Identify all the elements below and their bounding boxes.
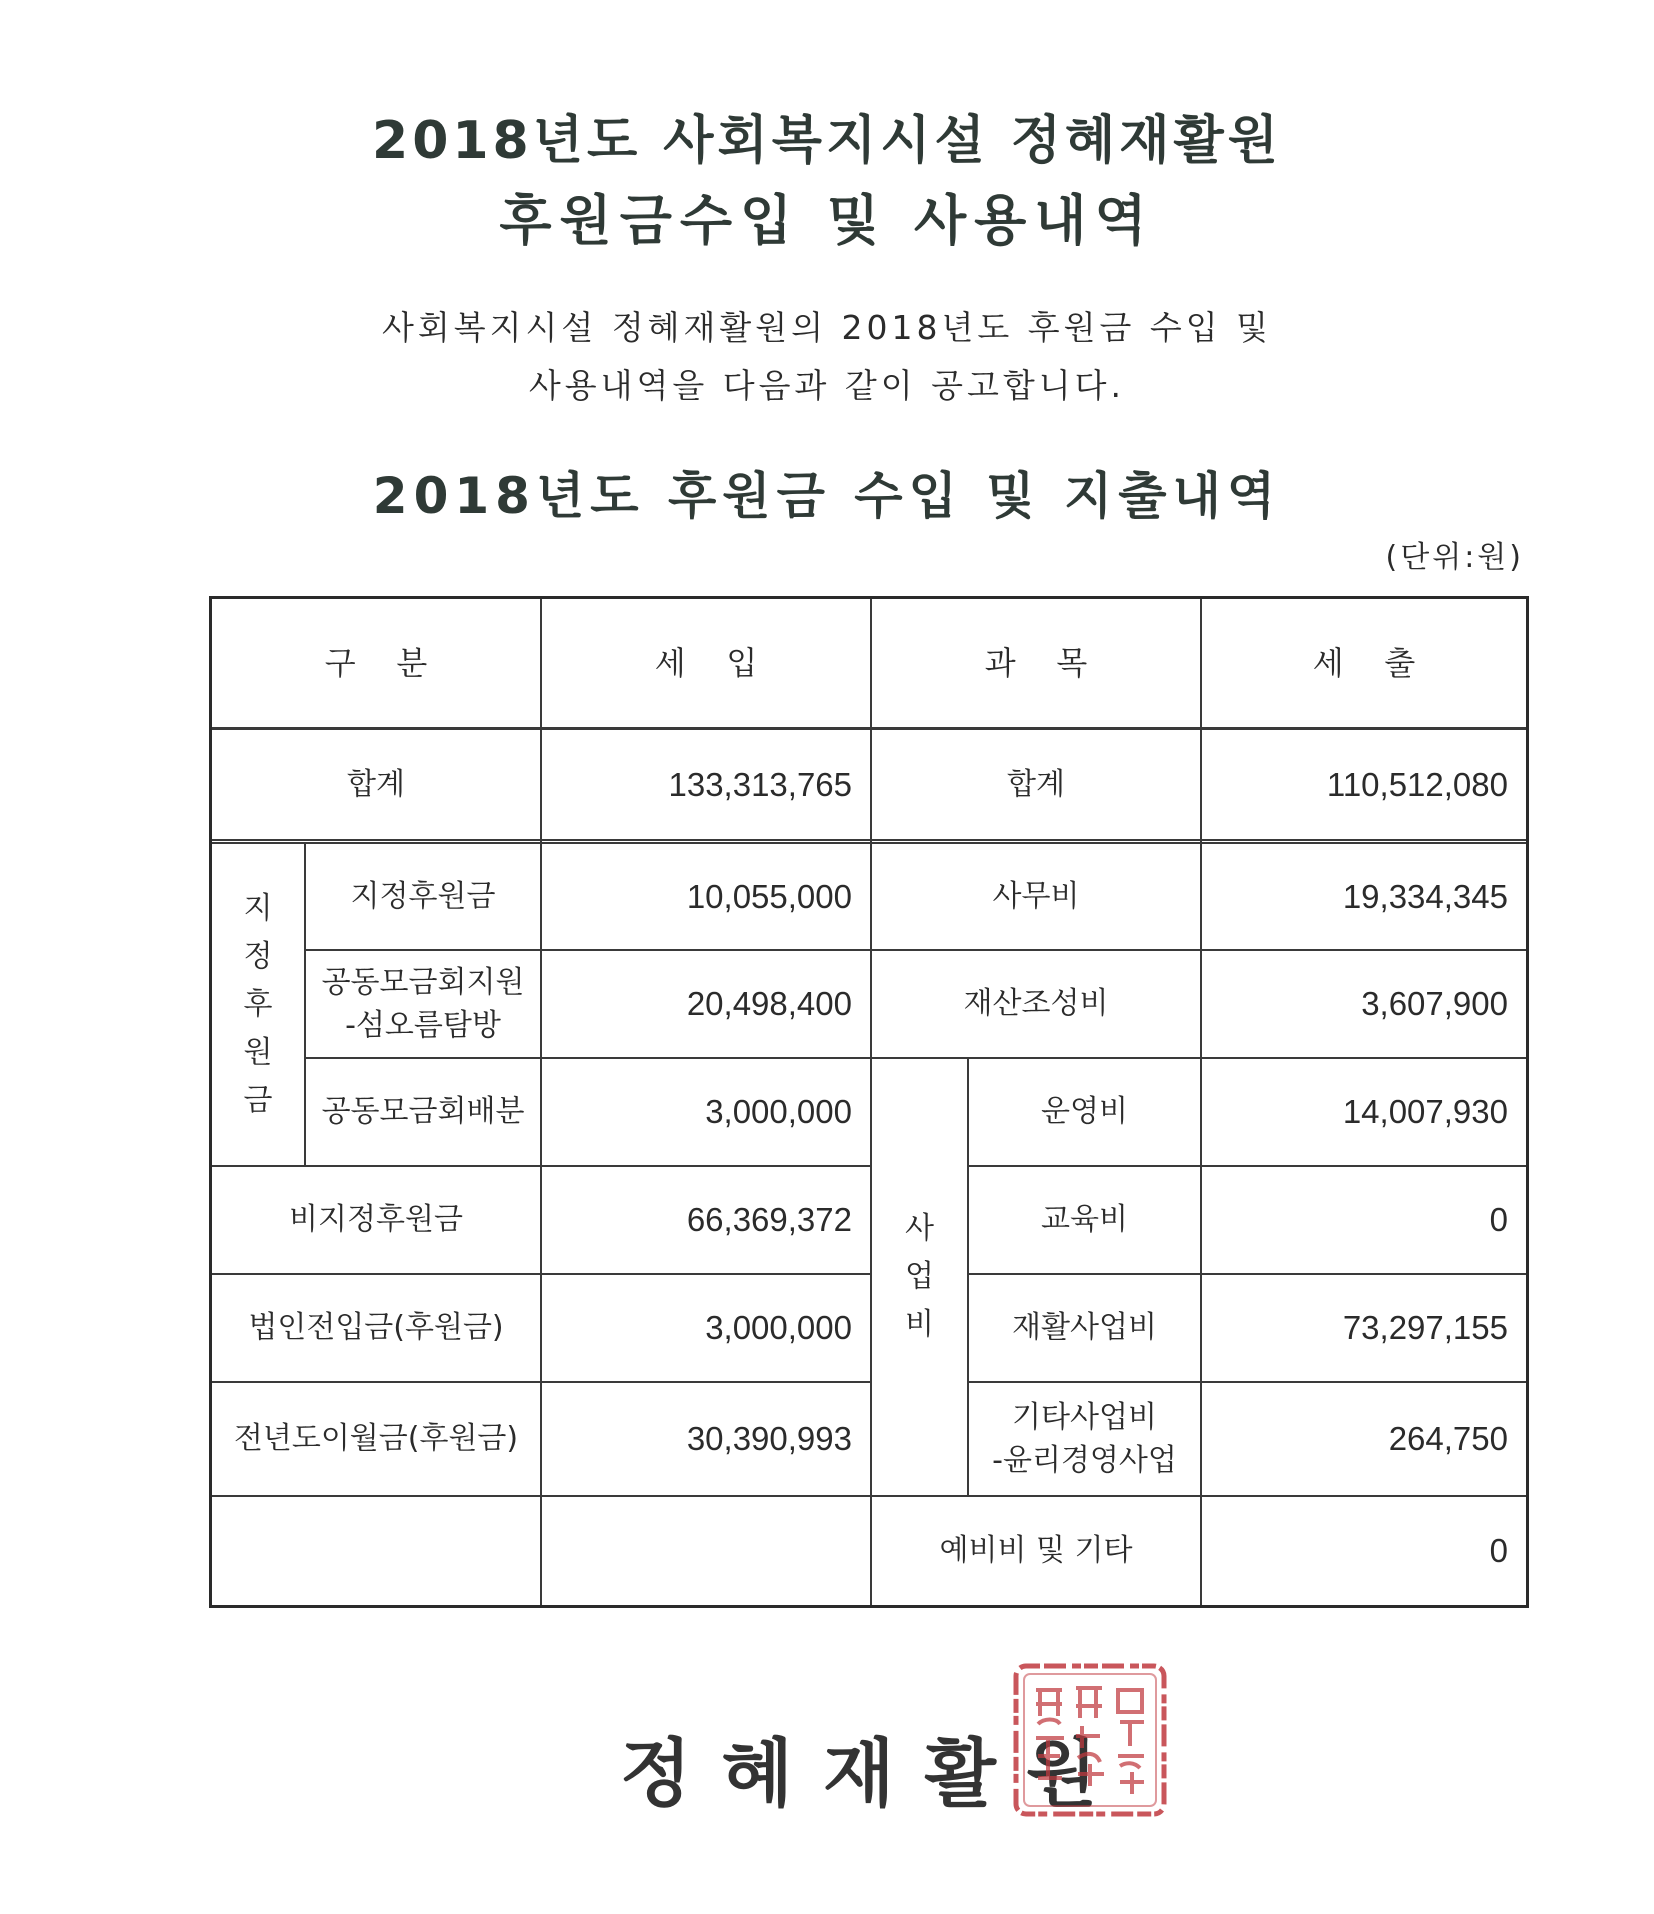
header-item: 과 목 [984, 643, 1088, 682]
expenditure-value: 3,607,900 [1361, 985, 1508, 1023]
total-label-revenue: 합계 [347, 766, 405, 802]
empty-cell [542, 1497, 870, 1605]
business-group-label [872, 1059, 967, 1495]
total-revenue-value: 133,313,765 [668, 765, 852, 803]
revenue-label: 비지정후원금 [289, 1202, 463, 1238]
expenditure-label: 사무비 [992, 878, 1080, 914]
group-char: 후 [243, 986, 273, 1022]
expenditure-label-line1: 기타사업비 [1012, 1399, 1157, 1435]
header-category: 구 분 [324, 643, 428, 682]
group-char: 지 [243, 890, 273, 926]
expenditure-label: 운영비 [1041, 1094, 1128, 1130]
expenditure-value: 19,334,345 [1342, 877, 1508, 915]
expenditure-value: 14,007,930 [1342, 1093, 1508, 1131]
revenue-label: 전년도이월금(후원금) [233, 1421, 519, 1457]
document-title-line1: 2018년도 사회복지시설 정혜재활원 [372, 111, 1282, 171]
total-label-expenditure: 합계 [1007, 766, 1065, 802]
expenditure-label: 재활사업비 [1012, 1310, 1157, 1346]
expenditure-label: 재산조성비 [963, 986, 1109, 1022]
official-seal [1010, 1660, 1170, 1820]
total-expenditure-value: 110,512,080 [1326, 765, 1508, 803]
revenue-value: 66,369,372 [686, 1201, 852, 1239]
expenditure-label: 교육비 [1041, 1202, 1128, 1238]
revenue-label: 공동모금회배분 [321, 1094, 525, 1130]
expenditure-value: 264,750 [1388, 1420, 1508, 1458]
group-char: 원 [243, 1034, 273, 1070]
revenue-value: 20,498,400 [686, 985, 852, 1023]
header-revenue: 세 입 [654, 643, 758, 682]
revenue-label-line1: 공동모금회지원 [321, 964, 525, 1000]
intro-text-line1: 사회복지시설 정혜재활원의 2018년도 후원금 수입 및 [382, 308, 1272, 347]
revenue-label: 지정후원금 [350, 878, 496, 914]
empty-cell [212, 1497, 540, 1605]
revenue-value: 10,055,000 [686, 877, 852, 915]
organization-signature: 정혜재활원 [620, 1731, 1128, 1817]
expenditure-value: 0 [1489, 1532, 1508, 1570]
table-title: 2018년도 후원금 수입 및 지출내역 [372, 467, 1282, 525]
revenue-value: 30,390,993 [686, 1420, 852, 1458]
revenue-label-line2: -섬오름탐방 [345, 1008, 501, 1043]
expenditure-value: 73,297,155 [1342, 1309, 1508, 1347]
group-char: 정 [243, 938, 273, 974]
header-expenditure: 세 출 [1312, 643, 1416, 682]
revenue-value: 3,000,000 [705, 1093, 852, 1131]
group-char: 사 [905, 1211, 934, 1246]
revenue-value: 3,000,000 [705, 1309, 852, 1347]
revenue-label: 법인전입금(후원금) [248, 1310, 504, 1346]
unit-label: (단위:원) [1385, 540, 1524, 575]
expenditure-label [969, 1383, 1200, 1495]
group-char: 금 [243, 1082, 273, 1118]
document-title-line2: 후원금수입 및 사용내역 [499, 189, 1155, 252]
expenditure-label-line2: -윤리경영사업 [992, 1443, 1177, 1478]
revenue-label [306, 951, 540, 1057]
group-char: 비 [905, 1307, 934, 1342]
designated-group-label [212, 844, 304, 1165]
income-expenditure-table [209, 596, 1529, 1608]
expenditure-value: 0 [1489, 1201, 1508, 1239]
expenditure-label: 예비비 및 기타 [939, 1533, 1133, 1569]
group-char: 업 [905, 1259, 934, 1294]
intro-text-line2: 사용내역을 다음과 같이 공고합니다. [528, 366, 1126, 405]
